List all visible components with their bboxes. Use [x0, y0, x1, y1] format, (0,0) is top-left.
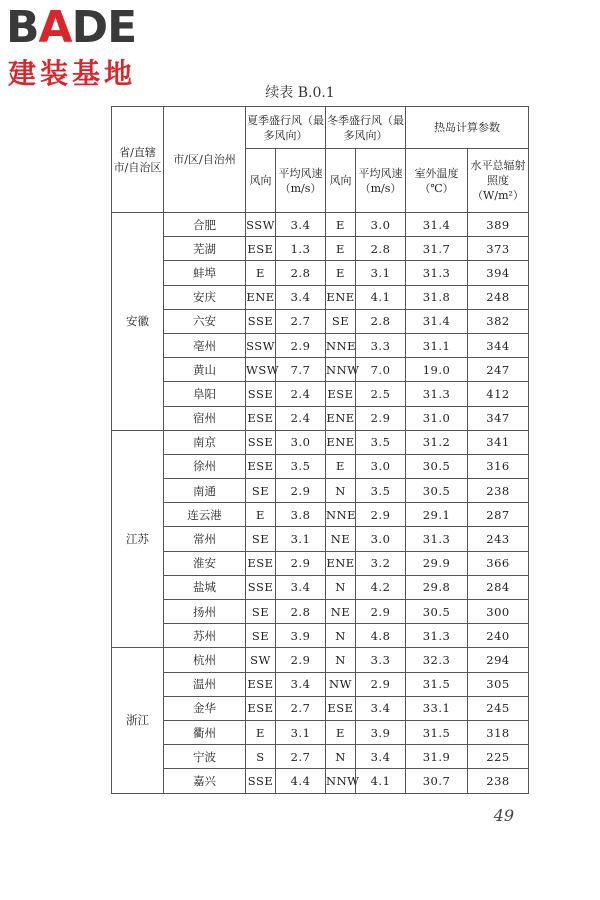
winter-speed-cell: 3.5 — [356, 479, 406, 503]
winter-direction-cell: ENE — [326, 551, 356, 575]
winter-speed-cell: 7.0 — [356, 358, 406, 382]
data-table — [111, 106, 529, 794]
winter-direction-cell: NNE — [326, 503, 356, 527]
winter-direction-cell: N — [326, 479, 356, 503]
summer-speed-cell: 3.1 — [276, 720, 326, 744]
summer-speed-cell: 2.4 — [276, 406, 326, 430]
summer-speed-cell: 3.5 — [276, 454, 326, 478]
summer-direction-cell: E — [246, 503, 276, 527]
page-number: 49 — [493, 806, 514, 825]
city-cell: 常州 — [164, 527, 246, 551]
outdoor-temp-cell: 30.5 — [406, 454, 468, 478]
outdoor-temp-cell: 19.0 — [406, 358, 468, 382]
table-row — [112, 527, 529, 551]
summer-direction-cell: ESE — [246, 672, 276, 696]
city-cell: 亳州 — [164, 333, 246, 357]
table-row — [112, 696, 529, 720]
summer-direction-cell: E — [246, 720, 276, 744]
table-row — [112, 237, 529, 261]
winter-speed-cell: 3.1 — [356, 261, 406, 285]
winter-direction-cell: SE — [326, 309, 356, 333]
summer-direction-cell: SE — [246, 624, 276, 648]
outdoor-temp-cell: 30.5 — [406, 479, 468, 503]
winter-speed-cell: 3.9 — [356, 720, 406, 744]
winter-speed-cell: 2.9 — [356, 503, 406, 527]
winter-direction-cell: N — [326, 575, 356, 599]
summer-direction-cell: ESE — [246, 454, 276, 478]
table-row — [112, 575, 529, 599]
winter-direction-cell: E — [326, 213, 356, 237]
winter-direction-cell: N — [326, 624, 356, 648]
summer-speed-cell: 2.8 — [276, 261, 326, 285]
city-cell: 杭州 — [164, 648, 246, 672]
table-row — [112, 720, 529, 744]
radiation-cell: 373 — [468, 237, 529, 261]
winter-speed-cell: 3.0 — [356, 454, 406, 478]
radiation-cell: 287 — [468, 503, 529, 527]
city-cell: 阜阳 — [164, 382, 246, 406]
summer-speed-cell: 2.7 — [276, 696, 326, 720]
province-cell: 浙江 — [112, 648, 164, 793]
summer-speed-cell: 2.7 — [276, 309, 326, 333]
city-cell: 扬州 — [164, 600, 246, 624]
winter-direction-cell: ENE — [326, 430, 356, 454]
summer-speed-cell: 3.4 — [276, 575, 326, 599]
radiation-cell: 318 — [468, 720, 529, 744]
winter-speed-cell: 3.4 — [356, 745, 406, 769]
summer-speed-cell: 7.7 — [276, 358, 326, 382]
city-cell: 温州 — [164, 672, 246, 696]
city-cell: 六安 — [164, 309, 246, 333]
table-row — [112, 769, 529, 793]
radiation-cell: 316 — [468, 454, 529, 478]
header-summer-speed: 平均风速（m/s） — [276, 149, 326, 213]
header-summer-direction: 风向 — [246, 149, 276, 213]
outdoor-temp-cell: 30.5 — [406, 600, 468, 624]
winter-speed-cell: 4.2 — [356, 575, 406, 599]
radiation-cell: 389 — [468, 213, 529, 237]
outdoor-temp-cell: 31.3 — [406, 382, 468, 406]
table-row — [112, 648, 529, 672]
summer-speed-cell: 2.9 — [276, 333, 326, 357]
outdoor-temp-cell: 33.1 — [406, 696, 468, 720]
winter-direction-cell: NE — [326, 600, 356, 624]
winter-direction-cell: ESE — [326, 382, 356, 406]
winter-speed-cell: 3.0 — [356, 213, 406, 237]
city-cell: 徐州 — [164, 454, 246, 478]
winter-direction-cell: NE — [326, 527, 356, 551]
summer-direction-cell: SE — [246, 600, 276, 624]
city-cell: 南通 — [164, 479, 246, 503]
table-row — [112, 745, 529, 769]
table-row — [112, 503, 529, 527]
outdoor-temp-cell: 31.5 — [406, 672, 468, 696]
summer-speed-cell: 3.0 — [276, 430, 326, 454]
outdoor-temp-cell: 31.2 — [406, 430, 468, 454]
outdoor-temp-cell: 30.7 — [406, 769, 468, 793]
winter-direction-cell: ENE — [326, 406, 356, 430]
city-cell: 宁波 — [164, 745, 246, 769]
header-heat-island: 热岛计算参数 — [406, 107, 529, 149]
winter-direction-cell: E — [326, 261, 356, 285]
header-outdoor-temp: 室外温度（℃） — [406, 149, 468, 213]
summer-direction-cell: SSE — [246, 575, 276, 599]
winter-direction-cell: NNW — [326, 358, 356, 382]
winter-speed-cell: 3.3 — [356, 333, 406, 357]
summer-direction-cell: ESE — [246, 551, 276, 575]
radiation-cell: 344 — [468, 333, 529, 357]
radiation-cell: 394 — [468, 261, 529, 285]
winter-speed-cell: 2.9 — [356, 672, 406, 696]
winter-direction-cell: N — [326, 745, 356, 769]
summer-speed-cell: 2.7 — [276, 745, 326, 769]
header-city: 市/区/自治州 — [164, 107, 246, 213]
winter-speed-cell: 3.3 — [356, 648, 406, 672]
outdoor-temp-cell: 31.3 — [406, 624, 468, 648]
table-caption: 续表 B.0.1 — [265, 85, 335, 101]
summer-direction-cell: SSW — [246, 333, 276, 357]
radiation-cell: 382 — [468, 309, 529, 333]
outdoor-temp-cell: 31.3 — [406, 261, 468, 285]
winter-speed-cell: 4.8 — [356, 624, 406, 648]
summer-direction-cell: ESE — [246, 696, 276, 720]
header-winter-direction: 风向 — [326, 149, 356, 213]
outdoor-temp-cell: 31.5 — [406, 720, 468, 744]
radiation-cell: 294 — [468, 648, 529, 672]
winter-speed-cell: 4.1 — [356, 769, 406, 793]
summer-speed-cell: 4.4 — [276, 769, 326, 793]
winter-speed-cell: 2.8 — [356, 309, 406, 333]
table-row — [112, 285, 529, 309]
city-cell: 连云港 — [164, 503, 246, 527]
header-winter-speed: 平均风速（m/s） — [356, 149, 406, 213]
radiation-cell: 300 — [468, 600, 529, 624]
summer-speed-cell: 2.9 — [276, 479, 326, 503]
table-row — [112, 624, 529, 648]
outdoor-temp-cell: 31.4 — [406, 309, 468, 333]
summer-direction-cell: SSE — [246, 382, 276, 406]
summer-direction-cell: SW — [246, 648, 276, 672]
logo-wordmark: BADE — [6, 2, 137, 53]
outdoor-temp-cell: 31.4 — [406, 213, 468, 237]
outdoor-temp-cell: 31.3 — [406, 527, 468, 551]
table-row — [112, 551, 529, 575]
winter-speed-cell: 2.8 — [356, 237, 406, 261]
radiation-cell: 247 — [468, 358, 529, 382]
table-row — [112, 672, 529, 696]
outdoor-temp-cell: 29.8 — [406, 575, 468, 599]
radiation-cell: 341 — [468, 430, 529, 454]
summer-speed-cell: 3.4 — [276, 285, 326, 309]
table-row — [112, 213, 529, 237]
outdoor-temp-cell: 32.3 — [406, 648, 468, 672]
city-cell: 盐城 — [164, 575, 246, 599]
winter-speed-cell: 3.4 — [356, 696, 406, 720]
radiation-cell: 347 — [468, 406, 529, 430]
city-cell: 金华 — [164, 696, 246, 720]
winter-direction-cell: E — [326, 237, 356, 261]
summer-speed-cell: 3.8 — [276, 503, 326, 527]
summer-direction-cell: S — [246, 745, 276, 769]
table-body — [112, 213, 529, 794]
summer-direction-cell: ESE — [246, 237, 276, 261]
summer-speed-cell: 2.4 — [276, 382, 326, 406]
summer-speed-cell: 3.9 — [276, 624, 326, 648]
radiation-cell: 248 — [468, 285, 529, 309]
table-row — [112, 309, 529, 333]
summer-direction-cell: ESE — [246, 406, 276, 430]
radiation-cell: 243 — [468, 527, 529, 551]
winter-speed-cell: 2.9 — [356, 600, 406, 624]
radiation-cell: 305 — [468, 672, 529, 696]
radiation-cell: 238 — [468, 769, 529, 793]
logo-subtitle: 建装基地 — [8, 57, 137, 90]
city-cell: 衢州 — [164, 720, 246, 744]
city-cell: 安庆 — [164, 285, 246, 309]
summer-speed-cell: 2.8 — [276, 600, 326, 624]
summer-speed-cell: 3.4 — [276, 672, 326, 696]
winter-speed-cell: 3.0 — [356, 527, 406, 551]
summer-direction-cell: SE — [246, 527, 276, 551]
city-cell: 嘉兴 — [164, 769, 246, 793]
city-cell: 合肥 — [164, 213, 246, 237]
summer-speed-cell: 2.9 — [276, 551, 326, 575]
winter-speed-cell: 3.2 — [356, 551, 406, 575]
winter-direction-cell: E — [326, 454, 356, 478]
winter-speed-cell: 4.1 — [356, 285, 406, 309]
header-radiation: 水平总辐射照度（W/m²） — [468, 149, 529, 213]
province-cell: 江苏 — [112, 430, 164, 648]
city-cell: 淮安 — [164, 551, 246, 575]
outdoor-temp-cell: 29.1 — [406, 503, 468, 527]
header-summer-wind: 夏季盛行风（最多风向） — [246, 107, 326, 149]
radiation-cell: 238 — [468, 479, 529, 503]
city-cell: 南京 — [164, 430, 246, 454]
table-row — [112, 261, 529, 285]
summer-direction-cell: ENE — [246, 285, 276, 309]
outdoor-temp-cell: 31.1 — [406, 333, 468, 357]
outdoor-temp-cell: 29.9 — [406, 551, 468, 575]
summer-speed-cell: 2.9 — [276, 648, 326, 672]
header-winter-wind: 冬季盛行风（最多风向） — [326, 107, 406, 149]
radiation-cell: 366 — [468, 551, 529, 575]
table-row — [112, 430, 529, 454]
summer-direction-cell: SSW — [246, 213, 276, 237]
winter-direction-cell: ENE — [326, 285, 356, 309]
radiation-cell: 245 — [468, 696, 529, 720]
summer-direction-cell: SE — [246, 479, 276, 503]
radiation-cell: 225 — [468, 745, 529, 769]
winter-direction-cell: NW — [326, 672, 356, 696]
radiation-cell: 284 — [468, 575, 529, 599]
winter-speed-cell: 2.9 — [356, 406, 406, 430]
winter-speed-cell: 3.5 — [356, 430, 406, 454]
city-cell: 蚌埠 — [164, 261, 246, 285]
table-row — [112, 600, 529, 624]
table-row — [112, 333, 529, 357]
table-row — [112, 358, 529, 382]
outdoor-temp-cell: 31.7 — [406, 237, 468, 261]
city-cell: 芜湖 — [164, 237, 246, 261]
summer-speed-cell: 3.1 — [276, 527, 326, 551]
winter-speed-cell: 2.5 — [356, 382, 406, 406]
summer-speed-cell: 3.4 — [276, 213, 326, 237]
outdoor-temp-cell: 31.0 — [406, 406, 468, 430]
summer-direction-cell: SSE — [246, 430, 276, 454]
summer-direction-cell: E — [246, 261, 276, 285]
table-row — [112, 382, 529, 406]
table-row — [112, 454, 529, 478]
winter-direction-cell: NNW — [326, 769, 356, 793]
city-cell: 黄山 — [164, 358, 246, 382]
winter-direction-cell: E — [326, 720, 356, 744]
summer-direction-cell: SSE — [246, 309, 276, 333]
radiation-cell: 240 — [468, 624, 529, 648]
province-cell: 安徽 — [112, 213, 164, 431]
outdoor-temp-cell: 31.8 — [406, 285, 468, 309]
table-row — [112, 406, 529, 430]
summer-direction-cell: WSW — [246, 358, 276, 382]
summer-speed-cell: 1.3 — [276, 237, 326, 261]
city-cell: 苏州 — [164, 624, 246, 648]
winter-direction-cell: NNE — [326, 333, 356, 357]
winter-direction-cell: N — [326, 648, 356, 672]
radiation-cell: 412 — [468, 382, 529, 406]
winter-direction-cell: ESE — [326, 696, 356, 720]
city-cell: 宿州 — [164, 406, 246, 430]
table-row — [112, 479, 529, 503]
outdoor-temp-cell: 31.9 — [406, 745, 468, 769]
header-province: 省/直辖市/自治区 — [112, 107, 164, 213]
summer-direction-cell: SSE — [246, 769, 276, 793]
